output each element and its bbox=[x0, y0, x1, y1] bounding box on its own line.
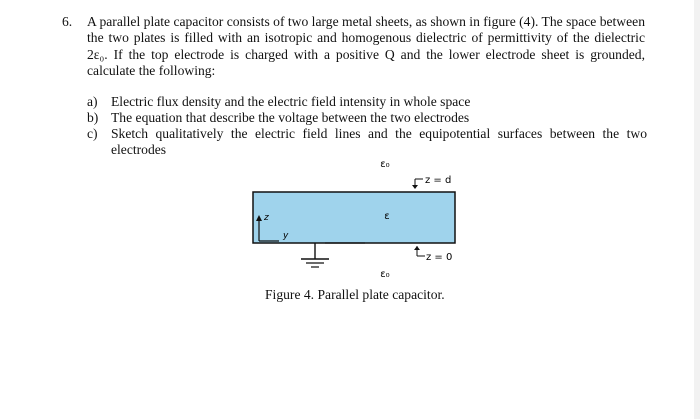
part-a-label: a) bbox=[87, 94, 98, 109]
top-plane-marker bbox=[412, 179, 423, 189]
part-b-text: The equation that describe the voltage between the two electrodes bbox=[111, 110, 470, 125]
capacitor-figure bbox=[245, 155, 465, 285]
axis-y-label: y bbox=[283, 231, 289, 241]
part-a-text: Electric flux density and the electric field intensity in whole space bbox=[111, 94, 471, 109]
eps-mid-label: ε bbox=[384, 211, 390, 222]
eps-bottom-label: ε₀ bbox=[380, 269, 390, 280]
bottom-plane-marker bbox=[414, 246, 425, 256]
ground-icon bbox=[301, 243, 365, 267]
bottom-plane-label: z = 0 bbox=[426, 252, 453, 263]
eps-top-label: ε₀ bbox=[380, 159, 390, 170]
axis-z-label: z bbox=[264, 213, 269, 223]
part-c-label: c) bbox=[87, 126, 98, 141]
question-text: A parallel plate capacitor consists of two large metal sheets, as shown in figure (4). The space between the two plates is filled with an isotropic and homogenous dielectric of permittivity of the dielectric 2ε₀. If the top electrode is charged with a positive Q and the lower electrode sheet is grounded, calculate the following: bbox=[87, 14, 645, 79]
question-number: 6. bbox=[62, 14, 73, 29]
part-b-label: b) bbox=[87, 110, 99, 125]
part-c-text: Sketch qualitatively the electric field lines and the equipotential surfaces between the two electrodes bbox=[111, 126, 647, 157]
top-plane-label: z = d bbox=[425, 175, 452, 186]
figure-caption: Figure 4. Parallel plate capacitor. bbox=[265, 287, 445, 302]
